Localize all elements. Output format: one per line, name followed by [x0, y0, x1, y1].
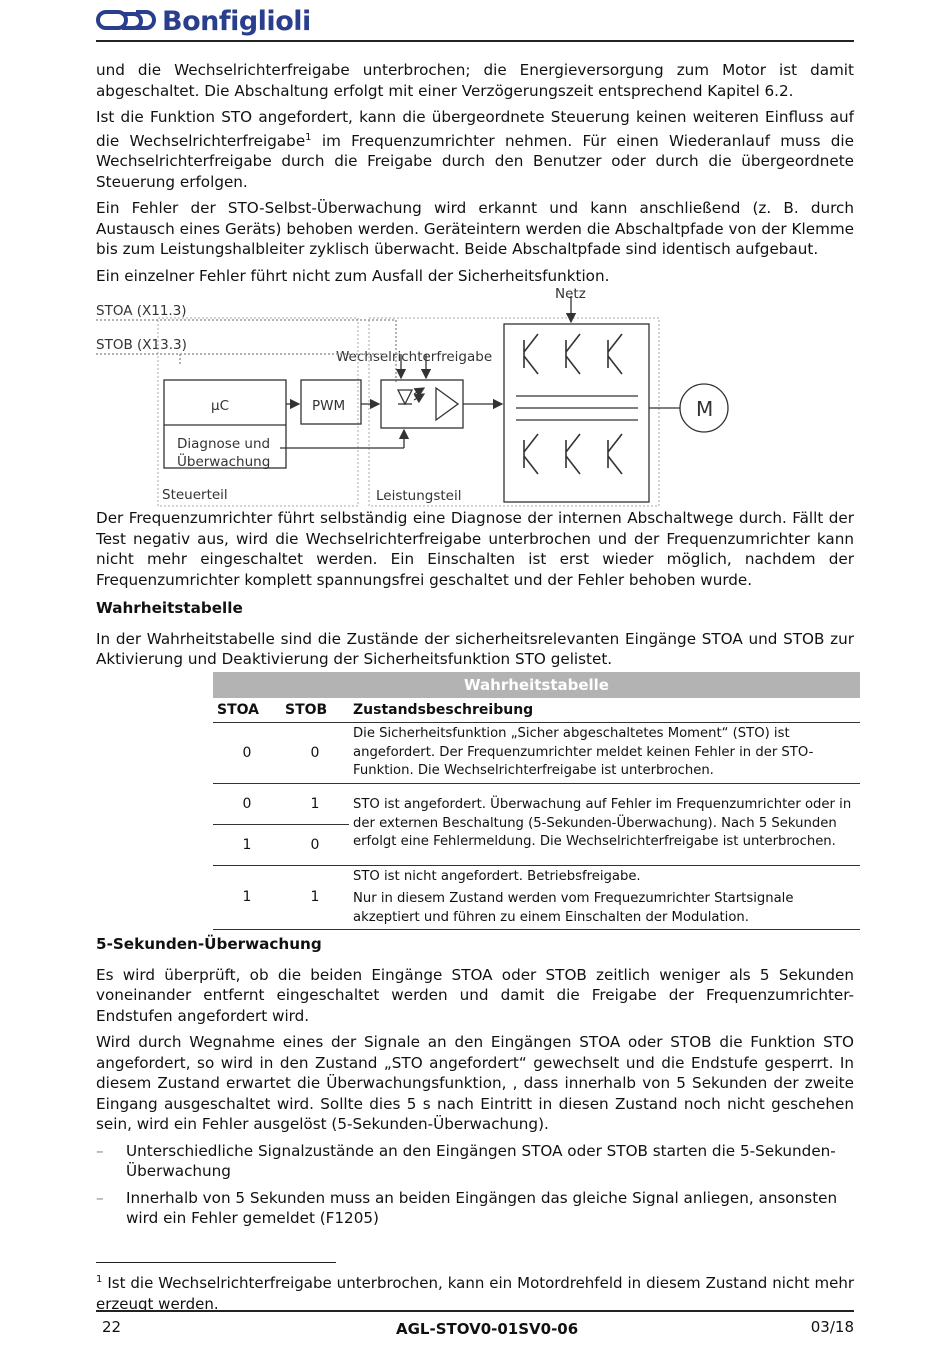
truth-table: [213, 672, 860, 930]
brand-name: Bonfiglioli: [162, 5, 311, 37]
footnote-ref: 1: [305, 131, 312, 143]
paragraph: Wird durch Wegnahme eines der Signale an den Eingängen STOA oder STOB die Funktion STO angefordert, so wird in den Zustand „STO angefordert“ gewechselt und die Endstufe gesperrt. In diesem Zustand erwartet die Überwachungsfunktion, , dass innerhalb von 5 Sekunden der zweite Eingang ausgeschaltet wird. Sollte dies 5 s nach Eintritt in diesen Zustand noch nicht geschehen sein, wird ein Fehler ausgelöst (5-Sekunden-Überwachung).: [96, 1033, 854, 1133]
bonfiglioli-logo: [96, 4, 311, 38]
table-row: 0 0 Die Sicherheitsfunktion „Sicher abgeschaltetes Moment“ (STO) ist angefordert. Der Frequenzumrichter meldet keinen Fehler in der STO-Funktion. Die Wechselrichterfreigabe ist unterbrochen.: [213, 723, 860, 784]
footnote: $^1$ Ist die Wechselrichterfreigabe unterbrochen, kann ein Motordrehfeld in diesem Zustand nicht mehr erzeugt werden.: [96, 1274, 854, 1313]
sto-block-diagram: [96, 284, 856, 508]
diagnose-label: Diagnose und: [177, 436, 271, 452]
list-item: – Innerhalb von 5 Sekunden muss an beiden Eingängen das gleiche Signal anliegen, ansonsten wird ein Fehler gemeldet (F1205): [96, 1188, 854, 1229]
intro-text: [96, 60, 854, 292]
page-number: 22: [102, 1318, 122, 1336]
document-id: AGL-STOV0-01SV0-06: [396, 1320, 579, 1338]
stoa-label: STOA (X11.3): [96, 303, 187, 319]
list-item: – Unterschiedliche Signalzustände an den Eingängen STOA oder STOB starten die 5-Sekunden-Überwachung: [96, 1141, 854, 1182]
five-second-section: [96, 934, 854, 1235]
steuerteil-label: Steuerteil: [162, 487, 228, 503]
bonfiglioli-logo-icon: [96, 6, 156, 36]
wechselrichterfreigabe-label: Wechselrichterfreigabe: [336, 349, 493, 365]
diagnose-section: [96, 508, 854, 676]
paragraph: Es wird überprüft, ob die beiden Eingänge STOA oder STOB zeitlich weniger als 5 Sekunden voneinander entfernt eingeschaltet werden und damit die Freigabe der Frequenzumrichter-Endstufen angefordert wird.: [96, 965, 854, 1025]
paragraph: Ist die Funktion STO angefordert, kann die übergeordnete Steuerung keinen weiteren Einfluss auf die Wechselrichterfreigabe$^1$ im Frequenzumrichter nehmen. Für einen Wiederanlauf muss die Wechselrichterfreigabe durch die Freigabe durch den Benutzer oder durch die übergeordnete Steuerung erfolgen.: [96, 108, 854, 191]
page-header: [96, 2, 854, 42]
table-row: 1 0: [213, 824, 860, 865]
paragraph: Der Frequenzumrichter führt selbständig eine Diagnose der internen Abschaltwege durch. Fällt der Test negativ aus, wird die Wechselrichterfreigabe unterbrochen und der Frequenzumrichter kann nicht mehr eingeschaltet werden. Ein Einschalten ist erst wieder möglich, nachdem der Frequenzumrichter komplett spannungsfrei geschaltet und der Fehler behoben wurde.: [96, 509, 854, 589]
col-desc: Zustandsbeschreibung: [349, 698, 860, 723]
netz-label: Netz: [555, 286, 586, 302]
page-footer: [96, 1310, 854, 1352]
footnote-divider: [96, 1262, 336, 1263]
leistungsteil-label: Leistungsteil: [376, 488, 462, 504]
table-header-row: [213, 698, 860, 723]
paragraph: Ein Fehler der STO-Selbst-Überwachung wird erkannt und kann anschließend (z. B. durch Austausch eines Geräts) behoben werden. Geräteintern werden die Abschaltpfade von der Klemme bis zum Leistungshalbleiter zyklisch überwacht. Beide Abschaltpfade sind identisch aufgebaut.: [96, 199, 854, 259]
truth-table-heading: Wahrheitstabelle: [96, 599, 243, 617]
uc-label: µC: [211, 398, 230, 414]
table-title: Wahrheitstabelle: [213, 672, 860, 698]
paragraph: Ein einzelner Fehler führt nicht zum Ausfall der Sicherheitsfunktion.: [96, 266, 610, 285]
col-stoa: STOA: [213, 698, 281, 723]
document-date: 03/18: [810, 1318, 854, 1336]
paragraph: und die Wechselrichterfreigabe unterbrochen; die Energieversorgung zum Motor ist damit abgeschaltet. Die Abschaltung erfolgt mit einer Verzögerungszeit entsprechend Kapitel 6.2.: [96, 61, 854, 100]
motor-label: M: [696, 397, 714, 421]
col-stob: STOB: [281, 698, 349, 723]
ueberwachung-label: Überwachung: [177, 454, 271, 470]
table-row: 0 1 STO ist angefordert. Überwachung auf Fehler im Frequenzumrichter oder in der externen Beschaltung (5-Sekunden-Überwachung). Nach 5 Sekunden erfolgt eine Fehlermeldung. Die Wechselrichterfreigabe ist unterbrochen.: [213, 783, 860, 824]
paragraph: In der Wahrheitstabelle sind die Zustände der sicherheitsrelevanten Eingänge STOA und STOB zur Aktivierung und Deaktivierung der Sicherheitsfunktion STO gelistet.: [96, 629, 854, 668]
bullet-list: [96, 1141, 854, 1229]
table-row: 1 1 STO ist nicht angefordert. Betriebsfreigabe. Nur in diesem Zustand werden vom Frequezumrichter Startsignale akzeptiert und führen zu einem Einschalten der Modulation.: [213, 865, 860, 930]
pwm-label: PWM: [312, 398, 346, 414]
five-second-heading: 5-Sekunden-Überwachung: [96, 935, 322, 953]
stob-label: STOB (X13.3): [96, 337, 187, 353]
